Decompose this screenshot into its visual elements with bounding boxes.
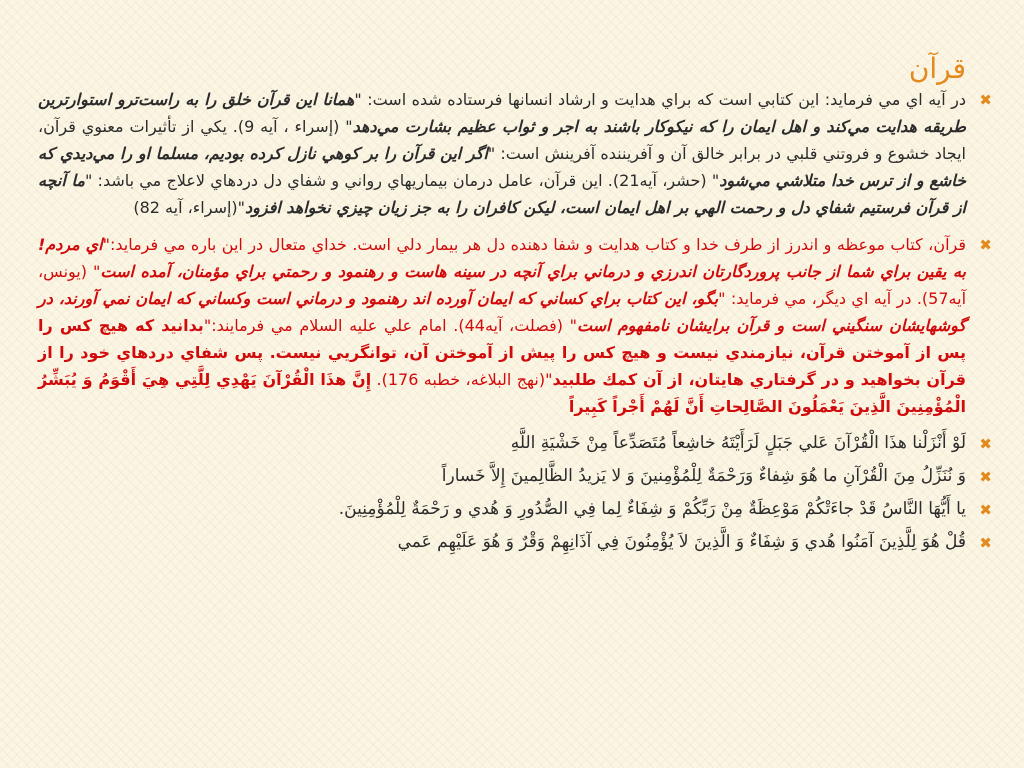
bullet-paragraph-2 xyxy=(38,231,992,420)
verse-item-1 xyxy=(38,430,992,457)
verse-item-3 xyxy=(38,496,992,523)
x-mark-bullet-icon: ✖ xyxy=(979,501,992,519)
text-segment: در آيه اي مي فرمايد: اين كتابي است كه براي هدايت و ارشاد انسانها فرستاده شده است: " xyxy=(354,90,966,109)
text-segment: "(نهج البلاغه، خطبه 176). xyxy=(371,370,553,389)
arabic-verse-segment: إِنَّ هذَا الْقُرْآنَ يَهْدِي لِلَّتِي هِيَ أَقْوَمُ وَ يُبَشِّرُ الْمُؤْمِنِينَ الَّذِينَ يَعْمَلُونَ الصَّالِحاتِ أَنَّ لَهُمْ أَجْراً كَبِيراً xyxy=(38,370,966,416)
x-mark-bullet-icon: ✖ xyxy=(979,435,992,453)
quote-segment: همانا اين قرآن خلق را به راست‌ترو استوارترين طريقه هدايت مي‌كند و اهل ايمان را كه نيكوكار باشند به اجر و ثواب عظيم بشارت مي‌دهد xyxy=(38,90,966,136)
text-segment: " (إسراء ، آيه 9). يكي از تأثيرات معنوي قرآن، ايجاد خشوع و فروتني قلبي در برابر خالق آن و آفريننده آفرينش است: " xyxy=(38,117,966,163)
hadith-segment: بدانيد كه هيچ كس را پس از آموختن قرآن، نيازمندي نيست و هيچ كس را پيش از آموختن آن، توانگريي نيست. پس شفاي دردهاي خود را از قرآن بخواهيد و در گرفتاري هايتان، از آن كمك طلبيد xyxy=(38,316,967,389)
verse-text: قُلْ هُوَ لِلَّذِينَ آمَنُوا هُدي وَ شِفَاءٌ وَ الَّذِينَ لاَ يُؤْمِنُونَ فِي آذَانِهِمْ وَقْرٌ وَ هُوَ عَلَيْهِم عَمي xyxy=(397,532,966,552)
x-mark-bullet-icon: ✖ xyxy=(979,468,992,486)
quote-segment: اگر اين قرآن را بر كوهي نازل كرده بوديم، مسلما او را مي‌ديدي كه خاشع و از ترس خدا متلاشي مي‌شود xyxy=(38,144,967,190)
quote-segment: بگو، اين كتاب براي كساني كه ايمان آورده اند رهنمود و درماني است وكساني كه ايمان نمي آورند، در گوشهايشان سنگيني است و قرآن برايشان نامفهوم است xyxy=(38,289,967,335)
verse-item-4 xyxy=(38,529,992,556)
text-segment: " (حشر، آيه21). اين قرآن، عامل درمان بيماريهاي رواني و شفاي دل دردهاي لاعلاج مي باشد: " xyxy=(84,171,720,190)
text-segment: قرآن، كتاب موعظه و اندرز از طرف خدا و كتاب هدايت و شفا دهنده دل هر بيمار دلي است. خداي متعال در اين باره مي فرمايد:" xyxy=(102,235,967,254)
quote-segment: ما آنچه از قرآن فرستيم شفاي دل و رحمت الهي بر اهل ايمان است، ليكن كافران را به جز زيان چيزي نخواهد افزود xyxy=(38,171,966,217)
x-mark-bullet-icon: ✖ xyxy=(979,236,992,254)
text-segment: " (يونس، آيه57). در آيه اي ديگر، مي فرمايد: " xyxy=(38,262,967,308)
verse-text: لَوْ أَنْزَلْنا هذَا الْقُرْآنَ عَلي جَبَلٍ لَرَأَيْتَهُ خاشِعاً مُتَصَدِّعاً مِنْ خَشْيَةِ اللَّهِ xyxy=(510,433,966,453)
verse-item-2 xyxy=(38,463,992,490)
text-segment: "(إسراء، آيه 82) xyxy=(133,198,246,217)
bullet-paragraph-1 xyxy=(38,86,992,221)
x-mark-bullet-icon: ✖ xyxy=(979,91,992,109)
x-mark-bullet-icon: ✖ xyxy=(979,534,992,552)
quote-segment: اي مردم! به يقين براي شما از جانب پروردگارتان اندرزي و درماني براي آنچه در سينه هاست و رهنمود و رحمتي براي مؤمنان، آمده است xyxy=(38,235,967,281)
text-segment: " (فصلت، آيه44). امام علي عليه السلام مي فرمايند:" xyxy=(203,316,578,335)
verse-text: وَ نُنَزِّلُ مِنَ الْقُرْآنِ ما هُوَ شِفاءٌ وَرَحْمَةٌ لِلْمُؤْمِنينَ وَ لا يَزيدُ الظَّالِمينَ إِلاَّ خَساراً xyxy=(441,466,966,486)
slide-title: قرآن xyxy=(908,52,966,85)
verse-text: يا أَيُّهَا النَّاسُ قَدْ جاءَتْكُمْ مَوْعِظَةٌ مِنْ رَبِّكُمْ وَ شِفَاءٌ لِما فِي الصُّدُورِ وَ هُدي و رَحْمَةٌ لِلْمُؤْمِنِينَ. xyxy=(338,499,966,519)
slide-content xyxy=(38,86,992,562)
